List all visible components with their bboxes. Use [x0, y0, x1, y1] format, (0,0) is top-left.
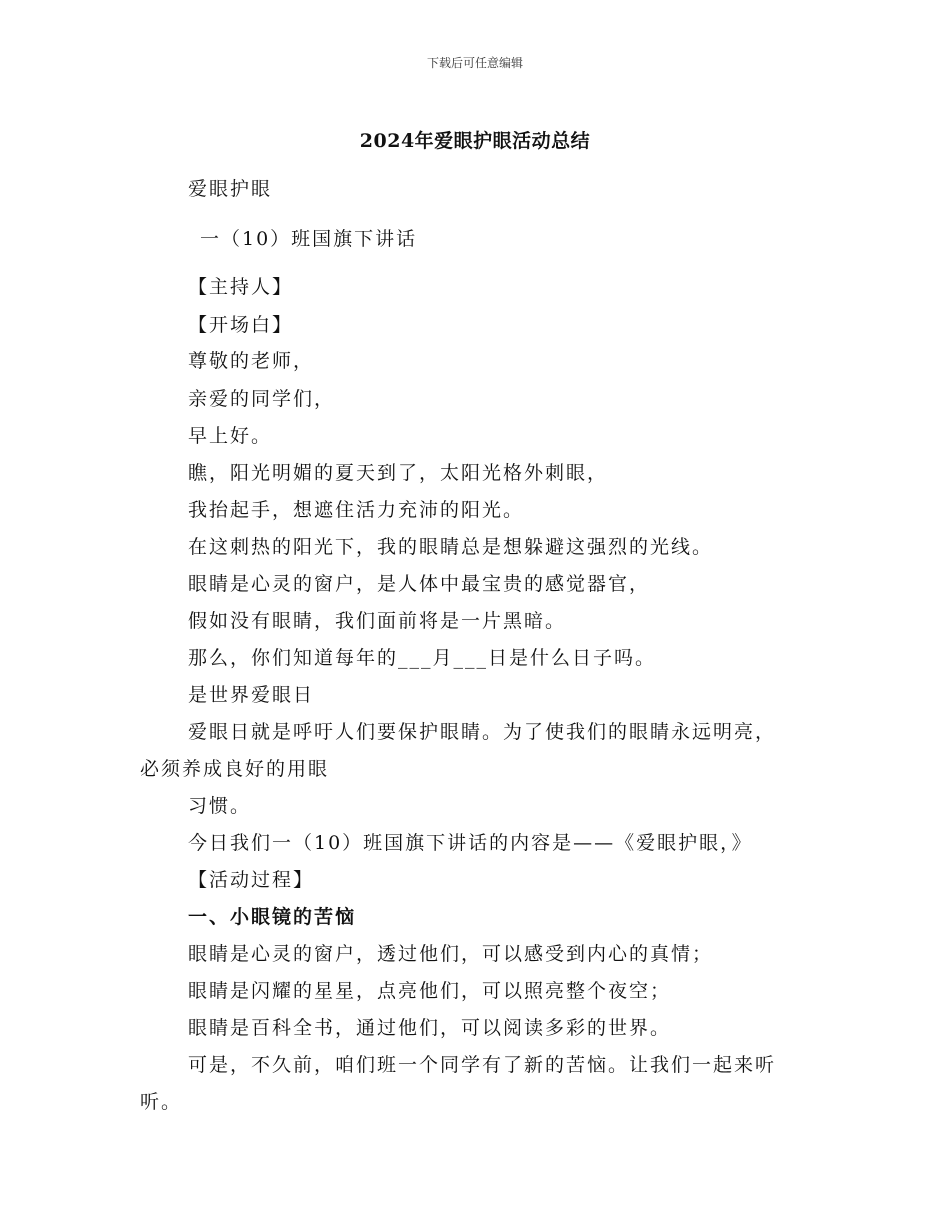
paragraph-line: 尊敬的老师， — [188, 350, 315, 372]
paragraph-line: 爱眼日就是呼吁人们要保护眼睛。为了使我们的眼睛永远明亮， — [188, 721, 777, 743]
paragraph-line: 【活动过程】 — [188, 869, 315, 891]
section-heading: 一、小眼镜的苦恼 — [188, 906, 357, 928]
paragraph-line: 【主持人】 — [188, 276, 294, 298]
paragraph-line: 是世界爱眼日 — [188, 684, 315, 706]
paragraph-line: 今日我们一（10）班国旗下讲话的内容是——《爱眼护眼，》 — [188, 832, 753, 854]
paragraph-line: 在这刺热的阳光下，我的眼睛总是想躲避这强烈的光线。 — [188, 536, 714, 558]
paragraph-line: 爱眼护眼 — [188, 178, 273, 200]
paragraph-line: 可是，不久前，咱们班一个同学有了新的苦恼。让我们一起来听 — [188, 1054, 777, 1076]
paragraph-line: 必须养成良好的用眼 — [140, 758, 330, 780]
paragraph-line: 【开场白】 — [188, 314, 294, 336]
paragraph-line: 听。 — [140, 1091, 183, 1113]
paragraph-line: 一（10）班国旗下讲话 — [200, 228, 418, 250]
header-note: 下载后可任意编辑 — [426, 56, 523, 70]
paragraph-line: 眼睛是闪耀的星星，点亮他们，可以照亮整个夜空； — [188, 980, 672, 1002]
paragraph-line: 早上好。 — [188, 425, 273, 447]
paragraph-line: 那么，你们知道每年的___月___日是什么日子吗。 — [188, 647, 657, 669]
paragraph-line: 眼睛是心灵的窗户，是人体中最宝贵的感觉器官， — [188, 573, 651, 595]
paragraph-line: 习惯。 — [188, 795, 252, 817]
paragraph-line: 眼睛是百科全书，通过他们，可以阅读多彩的世界。 — [188, 1017, 672, 1039]
paragraph-line: 瞧，阳光明媚的夏天到了，太阳光格外刺眼， — [188, 462, 609, 484]
paragraph-line: 我抬起手，想遮住活力充沛的阳光。 — [188, 499, 525, 521]
paragraph-line: 假如没有眼睛，我们面前将是一片黑暗。 — [188, 610, 567, 632]
paragraph-line: 亲爱的同学们， — [188, 388, 336, 410]
paragraph-line: 眼睛是心灵的窗户，透过他们，可以感受到内心的真情； — [188, 943, 714, 965]
document-title: 2024年爱眼护眼活动总结 — [359, 130, 591, 152]
